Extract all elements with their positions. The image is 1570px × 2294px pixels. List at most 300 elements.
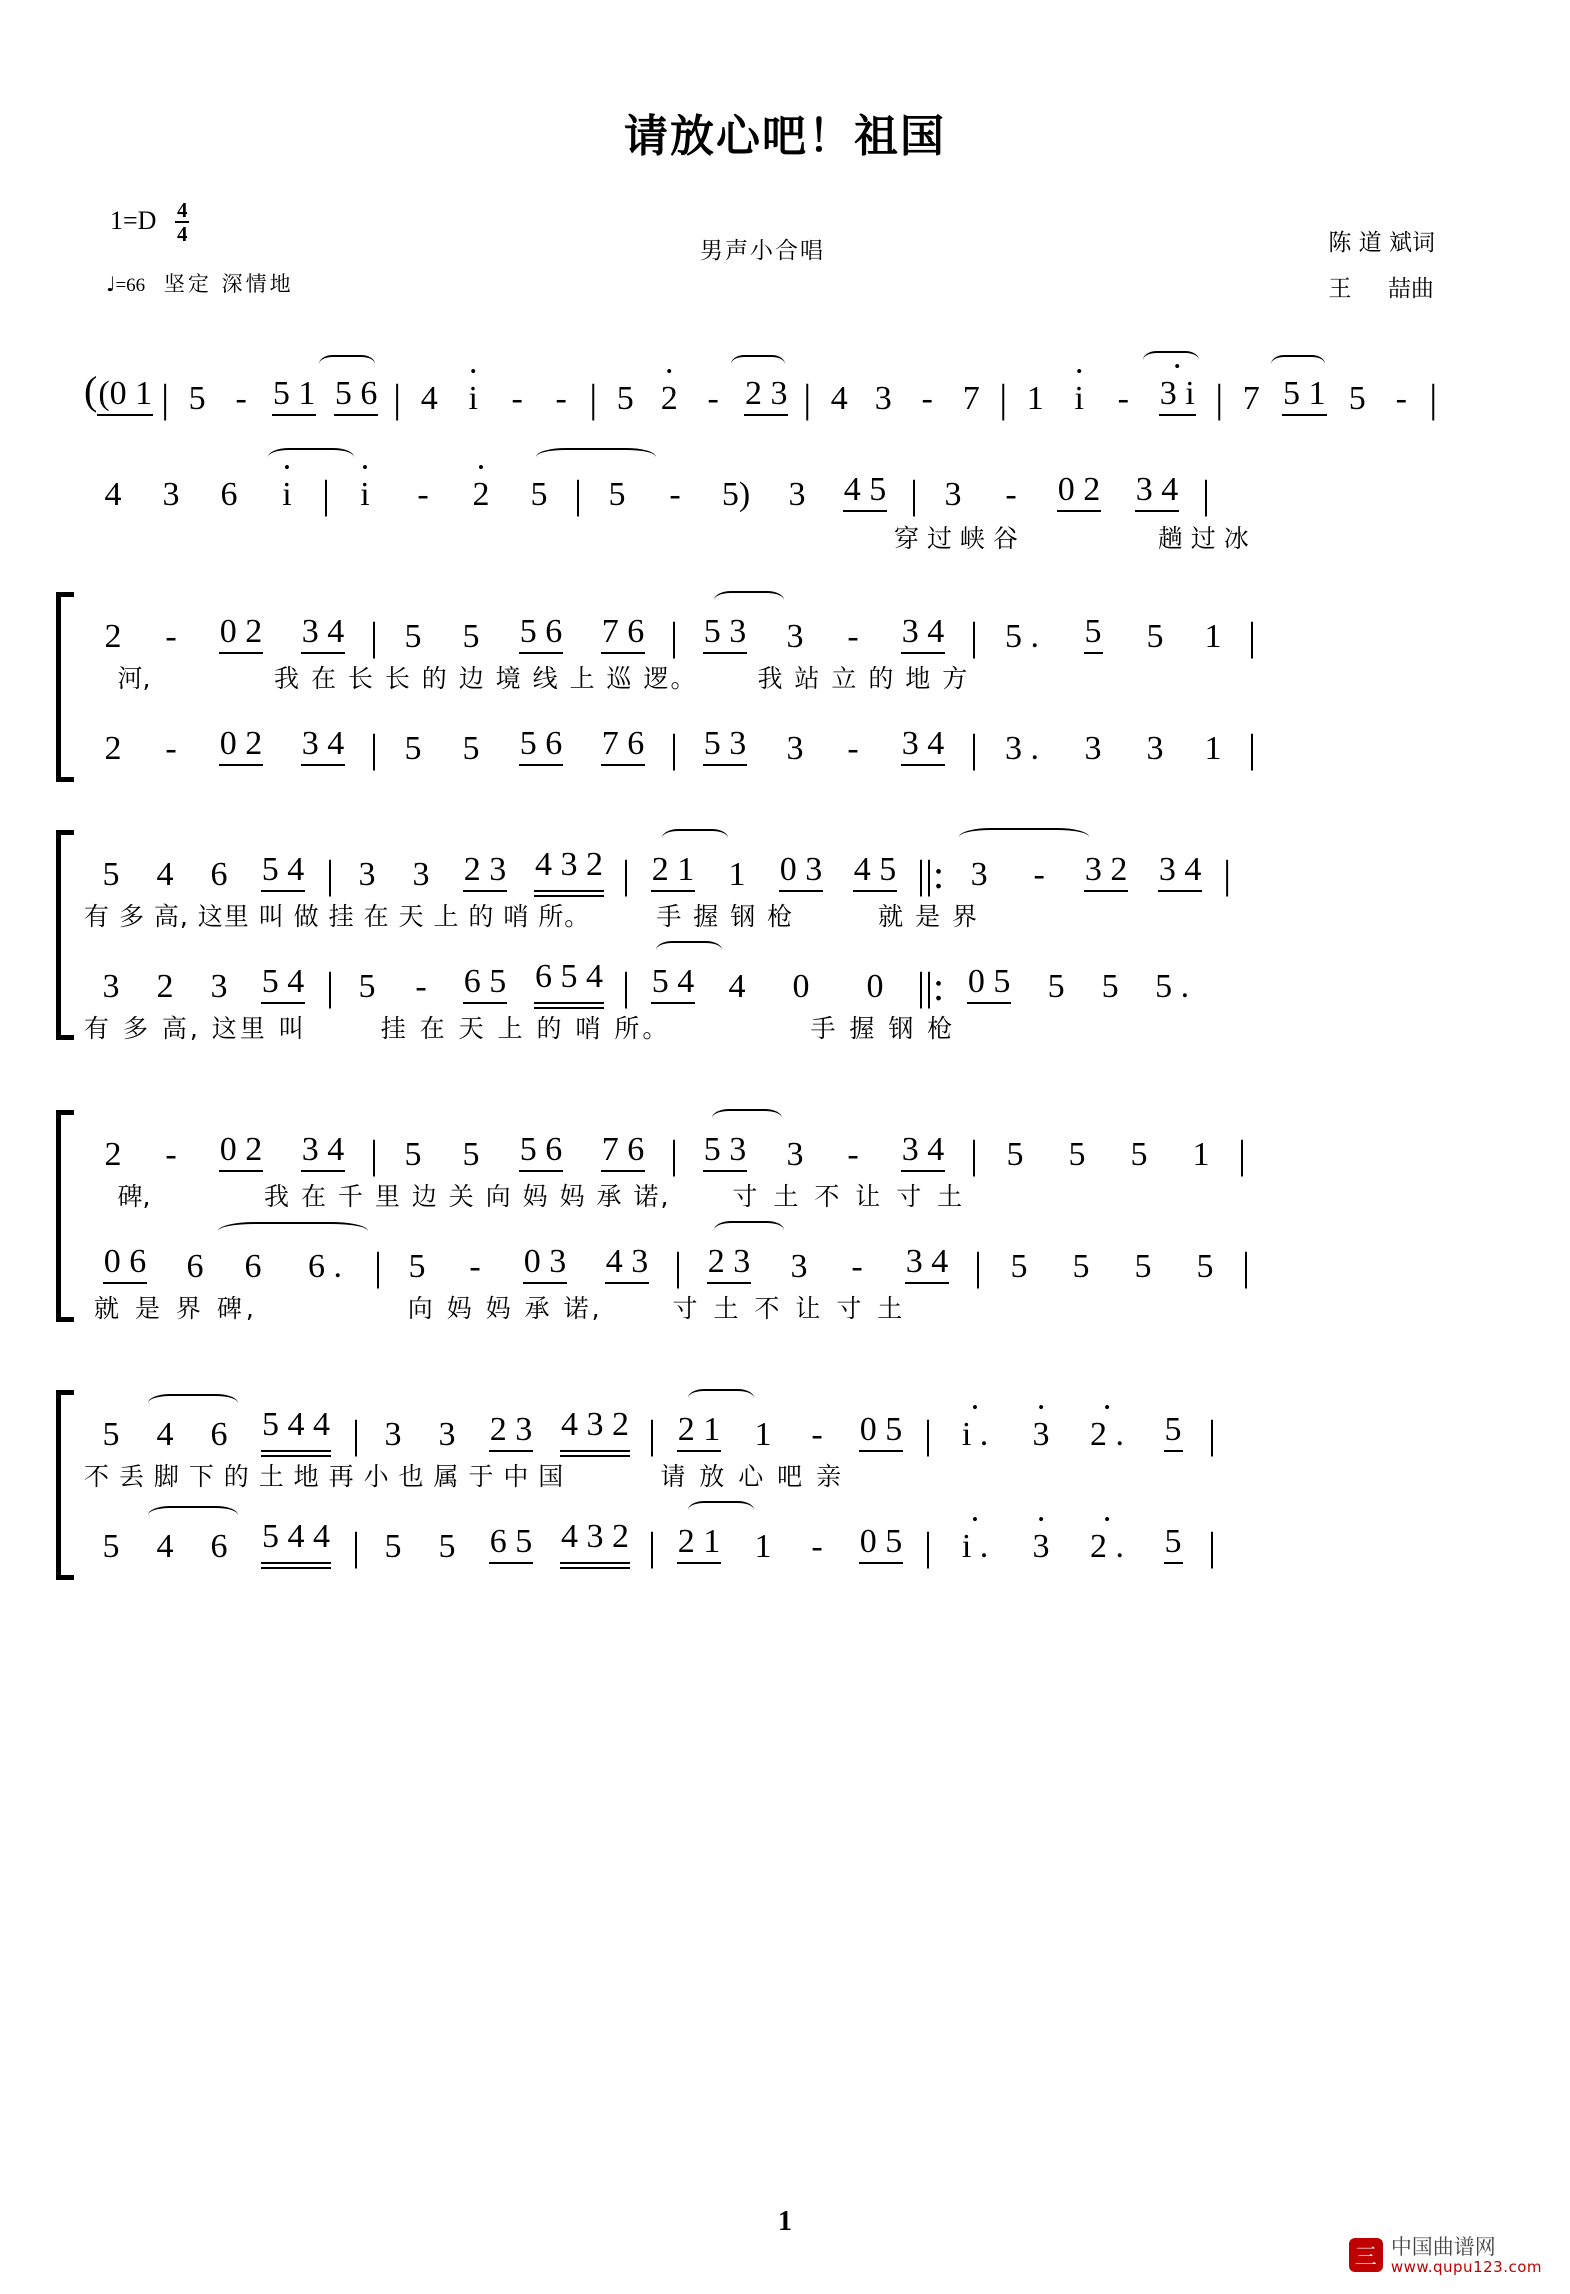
repeat-start-icon: ||: — [917, 852, 945, 897]
note: 1 — [1192, 1136, 1210, 1173]
note: 3 4 — [301, 1133, 346, 1172]
lyric-text: 我 站 立 的 地 方 — [757, 664, 970, 693]
note: 5 — [462, 1136, 480, 1173]
tie-icon — [319, 355, 375, 373]
note-group — [175, 382, 219, 416]
barline: | — [648, 1412, 657, 1457]
barline: | — [622, 964, 631, 1009]
note-group — [246, 965, 320, 1004]
note: • 2 — [472, 478, 491, 512]
barline: | — [622, 852, 631, 897]
note-group — [1069, 853, 1143, 892]
note-group — [500, 1133, 582, 1172]
note-group — [394, 478, 452, 512]
site-name: 中国曲谱网 — [1390, 2234, 1496, 2259]
lyric-text: 手 握 钢 枪 — [810, 1014, 956, 1043]
note-group — [1145, 377, 1209, 416]
note: 5 — [1006, 1136, 1024, 1173]
note-group — [736, 1418, 790, 1452]
note: - — [811, 1528, 823, 1565]
note-group — [246, 1520, 346, 1564]
note: 3 — [1084, 730, 1102, 767]
note-group — [336, 478, 394, 512]
tie-icon — [731, 355, 785, 373]
tie-icon — [268, 448, 354, 466]
note-group — [1060, 615, 1126, 654]
lyric-text: 不 丢 脚 下 的 土 地 再 小 也 属 于 中 国 — [84, 1462, 565, 1491]
note-group — [766, 620, 824, 654]
note-group — [84, 478, 142, 512]
system-4 — [0, 826, 1570, 1050]
note: 3 — [1146, 730, 1164, 767]
note: 5 — [438, 1528, 456, 1565]
note: 5 — [1146, 618, 1164, 655]
note-group — [582, 1133, 664, 1172]
barline: | — [589, 376, 598, 421]
note-group — [1379, 382, 1423, 416]
note: 4 — [156, 1416, 174, 1453]
note: 3 — [944, 476, 962, 513]
composer-credit: 王 喆曲 — [1328, 276, 1434, 302]
note-group — [768, 478, 826, 512]
note: 3 — [210, 968, 228, 1005]
note: 5 6 — [519, 727, 564, 766]
note: 2 — [156, 968, 174, 1005]
note-group — [420, 1530, 474, 1564]
note: • 2 . — [1089, 1530, 1125, 1564]
score-header — [0, 192, 1570, 342]
tie-icon — [688, 1501, 754, 1519]
note: 5 — [102, 856, 120, 893]
note-group: ((0 1 — [84, 371, 153, 416]
barline: | — [352, 1412, 361, 1457]
note-group — [1144, 1413, 1202, 1452]
note-group — [138, 970, 192, 1004]
note: • 2 — [660, 382, 679, 416]
note: 3 — [412, 856, 430, 893]
note: 5 — [1348, 380, 1366, 417]
note-group — [192, 858, 246, 892]
note: 5 6 — [519, 615, 564, 654]
note-group — [451, 382, 495, 416]
note: 1 — [1026, 380, 1044, 417]
staff-row-lower — [0, 700, 1570, 771]
note-group — [582, 615, 664, 654]
note: 1 — [754, 1528, 772, 1565]
note-group — [647, 382, 691, 416]
note: 3 4 — [301, 727, 346, 766]
note: 0 — [792, 968, 810, 1005]
note-group — [1184, 732, 1242, 766]
note: 4 — [156, 856, 174, 893]
note-group — [586, 1245, 668, 1284]
note-group — [522, 848, 616, 892]
barline: | — [674, 1244, 683, 1289]
note: - — [1395, 380, 1407, 417]
note-group — [142, 732, 200, 766]
note-group — [1126, 620, 1184, 654]
note-group — [84, 970, 138, 1004]
lyric-row — [0, 1452, 1570, 1498]
note-group — [282, 1250, 368, 1284]
note: (0 1 — [97, 377, 153, 416]
barline: | — [370, 614, 379, 659]
note: 2 3 — [744, 377, 789, 416]
lyric-row — [0, 512, 1570, 562]
barline: | — [670, 1132, 679, 1177]
note: - — [165, 618, 177, 655]
note-group — [844, 1525, 918, 1564]
barline: | — [374, 1244, 383, 1289]
music-systems — [0, 346, 1570, 1569]
key-signature — [110, 200, 189, 246]
note: • 3 i — [1159, 377, 1196, 416]
note: - — [1117, 380, 1129, 417]
note-group — [548, 1408, 642, 1452]
note-group — [200, 478, 258, 512]
staff-row-upper — [0, 1106, 1570, 1177]
time-signature-denominator: 4 — [176, 222, 188, 247]
note-group — [442, 732, 500, 766]
note: 6 . — [308, 1248, 342, 1285]
tie-icon — [1143, 351, 1199, 369]
note: 7 6 — [601, 727, 646, 766]
note: 5 — [408, 1248, 426, 1285]
note: 5 3 — [703, 1133, 748, 1172]
barline: | — [370, 726, 379, 771]
note: 4 3 2 — [560, 1520, 630, 1564]
note: 0 2 — [219, 727, 264, 766]
note: 3 — [786, 730, 804, 767]
note: 5 — [1196, 1248, 1214, 1285]
note: 5 — [1010, 1248, 1028, 1285]
note-group — [448, 853, 522, 892]
note: 4 — [104, 476, 122, 513]
note-group — [882, 1133, 964, 1172]
note: 5 — [358, 968, 376, 1005]
note: 5 — [1072, 1248, 1090, 1285]
note-group — [1070, 1530, 1144, 1564]
lyric-text: 穿 过 峡 谷 — [894, 524, 1018, 553]
system-1 — [0, 346, 1570, 421]
watermark[interactable] — [1349, 2235, 1542, 2276]
note: 3 4 — [1135, 473, 1180, 512]
tie-icon — [656, 941, 722, 959]
note: 5 1 — [1282, 377, 1327, 416]
note-group — [282, 727, 364, 766]
note: 5 6 — [519, 1133, 564, 1172]
note: 5 — [1130, 1136, 1148, 1173]
note-group — [340, 970, 394, 1004]
staff-row — [0, 346, 1570, 421]
page-title: 请放心吧！祖国 — [624, 111, 946, 162]
lyric-text: 寸 土 不 让 寸 土 — [732, 1182, 967, 1211]
note: 0 5 — [859, 1413, 904, 1452]
note: 5 — [188, 380, 206, 417]
note: 2 — [104, 618, 122, 655]
note: 5 — [530, 476, 548, 513]
note-group — [764, 853, 838, 892]
lyric-text: 向 妈 妈 承 诺, — [407, 1294, 603, 1323]
note: • 2 . — [1089, 1418, 1125, 1452]
note-group — [474, 1525, 548, 1564]
note: 5 — [102, 1528, 120, 1565]
lyric-row-lower — [0, 1004, 1570, 1050]
barline: | — [910, 472, 919, 517]
note: - — [165, 730, 177, 767]
note: 3 4 — [905, 1245, 950, 1284]
lyric-row-lower — [0, 1284, 1570, 1330]
note: 2 1 — [677, 1413, 722, 1452]
note-group — [224, 1250, 282, 1284]
barline: | — [1208, 1412, 1217, 1457]
barline: | — [326, 852, 335, 897]
lyric-text: 就 是 界 碑, — [94, 1294, 258, 1323]
barline: | — [352, 1524, 361, 1569]
note: 3 — [786, 618, 804, 655]
note: 0 5 — [967, 965, 1012, 1004]
note: • i . — [961, 1418, 989, 1452]
note-group — [1335, 382, 1379, 416]
note: 0 3 — [779, 853, 824, 892]
note: 3 4 — [901, 615, 946, 654]
note: 4 — [420, 380, 438, 417]
note-group — [246, 1408, 346, 1452]
note: 4 — [830, 380, 848, 417]
note-group — [258, 478, 316, 512]
note: 2 3 — [489, 1413, 534, 1452]
watermark-text — [1391, 2235, 1542, 2276]
note: 0 2 — [219, 1133, 264, 1172]
note-group — [838, 970, 912, 1004]
note: - — [811, 1416, 823, 1453]
site-url: www.qupu123.com — [1390, 2257, 1542, 2276]
note: 3 — [438, 1416, 456, 1453]
tempo-marking — [106, 268, 294, 298]
note-group — [539, 382, 583, 416]
staff-row-lower — [0, 1218, 1570, 1289]
repeat-start-icon: ||: — [917, 964, 945, 1009]
note-group — [824, 732, 882, 766]
staff-row-upper — [0, 588, 1570, 659]
note: 4 5 — [853, 853, 898, 892]
note-group — [340, 858, 394, 892]
note-group — [924, 478, 982, 512]
note: 5 . — [1155, 968, 1190, 1005]
note: 5 — [404, 618, 422, 655]
note-group — [166, 1250, 224, 1284]
note-group — [384, 732, 442, 766]
lyric-text: 河, — [117, 664, 151, 693]
note-group — [1143, 853, 1217, 892]
note: - — [415, 968, 427, 1005]
note-group — [1273, 377, 1335, 416]
note: • 3 — [1032, 1530, 1051, 1564]
note-group — [764, 970, 838, 1004]
credits — [1328, 220, 1435, 312]
note-group — [603, 382, 647, 416]
barline: | — [326, 964, 335, 1009]
note: 5 — [462, 730, 480, 767]
note-group — [84, 1245, 166, 1284]
note-group — [984, 620, 1060, 654]
staff-row — [0, 442, 1570, 517]
note-group — [790, 1418, 844, 1452]
note: 7 6 — [601, 615, 646, 654]
note-group — [1112, 1250, 1174, 1284]
barline: | — [574, 472, 583, 517]
note: • i — [1074, 382, 1085, 416]
note-group — [684, 615, 766, 654]
lyric-row — [0, 1172, 1570, 1218]
note-group — [1046, 1138, 1108, 1172]
tie-icon — [148, 1394, 238, 1412]
note-group — [938, 1530, 1012, 1564]
note-group — [394, 970, 448, 1004]
note: • i . — [961, 1530, 989, 1564]
barline: | — [648, 1524, 657, 1569]
staff-row-lower — [0, 1498, 1570, 1569]
lyric-text: 趟 过 冰 — [1157, 524, 1249, 553]
note-group — [420, 1418, 474, 1452]
note-group — [407, 382, 451, 416]
barline: | — [1202, 472, 1211, 517]
key-signature-label: 1=D — [110, 206, 157, 236]
note-group — [219, 382, 263, 416]
note: 3 — [790, 1248, 808, 1285]
note-group — [1070, 1418, 1144, 1452]
note: 3 2 — [1084, 853, 1129, 892]
note-group — [588, 478, 646, 512]
note: 0 5 — [859, 1525, 904, 1564]
note-group — [192, 970, 246, 1004]
barline: | — [1248, 614, 1257, 659]
note: 0 6 — [103, 1245, 148, 1284]
note-group — [662, 1413, 736, 1452]
note-group — [1057, 382, 1101, 416]
note: 6 5 4 — [534, 960, 604, 1004]
note-group — [1144, 1525, 1202, 1564]
note-group — [1012, 1418, 1070, 1452]
barline: | — [974, 1244, 983, 1289]
barline: | — [1215, 376, 1224, 421]
note: • i — [281, 478, 292, 512]
note-group — [84, 1138, 142, 1172]
note: • i — [467, 382, 478, 416]
barline: | — [1208, 1524, 1217, 1569]
note: 6 — [210, 1416, 228, 1453]
note: - — [1033, 856, 1045, 893]
lyric-row — [0, 892, 1570, 938]
time-signature — [175, 199, 190, 245]
note-group — [84, 732, 142, 766]
note-group — [325, 377, 387, 416]
note: 5 3 — [703, 727, 748, 766]
note-group — [1009, 858, 1069, 892]
note: 6 — [244, 1248, 262, 1285]
note-group — [200, 727, 282, 766]
note-group — [949, 858, 1009, 892]
note: - — [847, 1136, 859, 1173]
note: 3 — [384, 1416, 402, 1453]
note-group — [366, 1418, 420, 1452]
note-group — [949, 965, 1029, 1004]
lyric-text: 寸 土 不 让 寸 土 — [672, 1294, 907, 1323]
note: 4 3 — [605, 1245, 650, 1284]
note: 7 — [962, 380, 980, 417]
note-group — [394, 858, 448, 892]
note: 3 — [874, 380, 892, 417]
system-3 — [0, 588, 1570, 771]
system-2 — [0, 442, 1570, 562]
note-group — [982, 478, 1040, 512]
note: - — [417, 476, 429, 513]
site-logo-icon: 三 — [1349, 2238, 1383, 2272]
note-group — [522, 960, 616, 1004]
tie-icon — [1271, 355, 1325, 373]
note-group — [84, 1418, 138, 1452]
note-group — [984, 732, 1060, 766]
note-group — [882, 615, 964, 654]
note: 5 — [608, 476, 626, 513]
note: - — [511, 380, 523, 417]
tie-icon — [714, 591, 784, 609]
note-group — [504, 1245, 586, 1284]
note-group — [838, 853, 912, 892]
note: 5 4 4 — [261, 1520, 331, 1564]
note: 4 3 2 — [560, 1408, 630, 1452]
time-signature-numerator: 4 — [176, 198, 188, 222]
barline: | — [924, 1524, 933, 1569]
note-group — [905, 382, 949, 416]
note-group — [84, 858, 138, 892]
note-group — [817, 382, 861, 416]
note: 5 — [102, 1416, 120, 1453]
note-group — [263, 377, 325, 416]
note-group — [142, 478, 200, 512]
note: 6 — [186, 1248, 204, 1285]
note-group — [246, 853, 320, 892]
note-group — [882, 727, 964, 766]
note: 4 — [156, 1528, 174, 1565]
note: - — [847, 730, 859, 767]
note-group — [384, 1138, 442, 1172]
barline: | — [161, 376, 170, 421]
note-group — [474, 1413, 548, 1452]
note: 5 — [404, 730, 422, 767]
lyric-text: 我 在 千 里 边 关 向 妈 妈 承 诺, — [264, 1182, 671, 1211]
note-group — [1126, 732, 1184, 766]
note-group — [662, 1525, 736, 1564]
note-group — [1170, 1138, 1232, 1172]
note-group — [282, 615, 364, 654]
note-group — [1137, 970, 1207, 1004]
note: 5 — [1068, 1136, 1086, 1173]
tie-icon — [662, 829, 728, 847]
page-number: 1 — [778, 2206, 792, 2237]
note: 5 4 — [261, 853, 306, 892]
note-group — [442, 1138, 500, 1172]
lyricist-credit: 陈 道 斌词 — [1328, 230, 1435, 256]
note-group — [1013, 382, 1057, 416]
note-group — [200, 615, 282, 654]
barline: | — [1242, 1244, 1251, 1289]
note-group — [828, 1250, 886, 1284]
note: 1 — [1204, 618, 1222, 655]
note: - — [847, 618, 859, 655]
note-group — [636, 853, 710, 892]
note-group — [646, 478, 704, 512]
